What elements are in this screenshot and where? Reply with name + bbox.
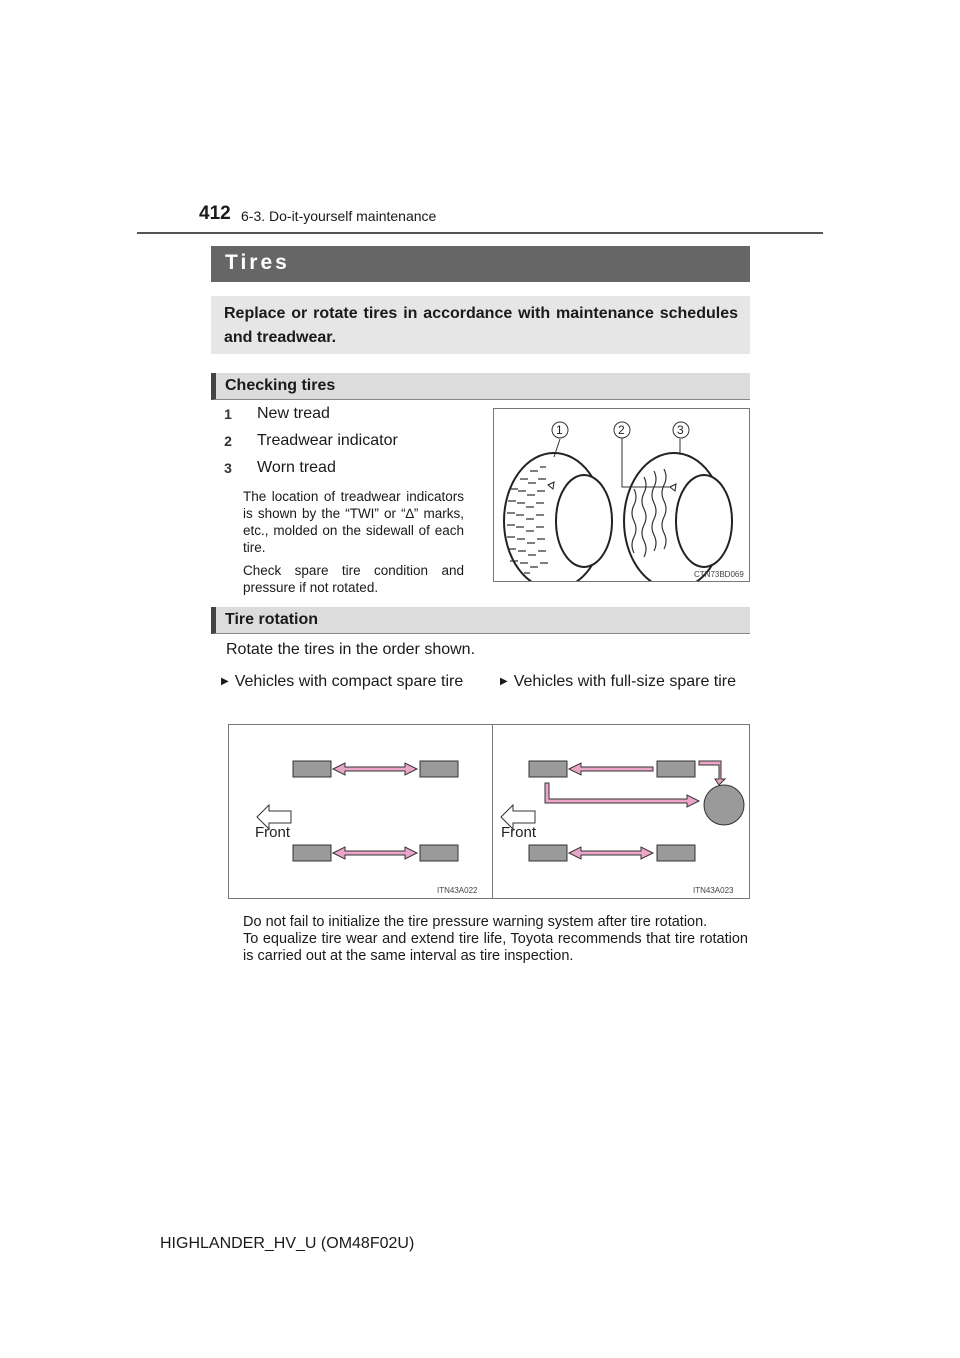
intro-text: Replace or rotate tires in accordance with maintenance schedules and treadwear. xyxy=(224,305,738,346)
triangle-bullet-icon: ▶ xyxy=(221,676,229,687)
rotation-diagram-compact xyxy=(229,725,492,898)
spare-tire xyxy=(704,785,744,825)
title-bar xyxy=(211,246,750,282)
item-label-new-tread: New tread xyxy=(257,405,330,422)
front-label-left: Front xyxy=(255,824,291,841)
item-number-1: 1 xyxy=(224,406,232,422)
rotation-note-block xyxy=(243,914,748,965)
rotation-diagram-fullsize xyxy=(493,725,749,898)
callout-2-label: 2 xyxy=(618,423,625,437)
swap-arrow-rear xyxy=(333,847,417,859)
arrow-rear-to-spare xyxy=(545,783,699,807)
rotation-heading xyxy=(211,607,750,634)
arrow-to-spare xyxy=(699,761,725,785)
fullsize-spare-label-block xyxy=(500,670,746,695)
item-label-worn-tread: Worn tread xyxy=(257,459,336,476)
tire-rear-left xyxy=(529,845,567,861)
item-number-2: 2 xyxy=(224,433,232,449)
tire-rear-left xyxy=(293,845,331,861)
front-label-right: Front xyxy=(501,824,537,841)
tire-front-right xyxy=(420,761,458,777)
rotation-figure-compact xyxy=(228,724,493,899)
page-title: Tires xyxy=(225,251,290,274)
figure-code-right: ITN43A023 xyxy=(693,886,734,895)
callout-3-label: 3 xyxy=(677,423,684,437)
intro-box xyxy=(211,296,750,354)
callout-1-label: 1 xyxy=(556,423,563,437)
footer-model-code: HIGHLANDER_HV_U (OM48F02U) xyxy=(160,1235,415,1252)
compact-spare-label-block xyxy=(221,670,479,695)
section-label: 6-3. Do-it-yourself maintenance xyxy=(241,208,437,224)
rotation-intro: Rotate the tires in the order shown. xyxy=(226,641,476,658)
tire-rear-right xyxy=(420,845,458,861)
swap-arrow-rear xyxy=(569,847,653,859)
rotation-note-2: To equalize tire wear and extend tire life, Toyota recommends that tire rotation is carried out at the same interval as tire inspection. xyxy=(243,931,748,964)
tire-front-left xyxy=(529,761,567,777)
triangle-bullet-icon: ▶ xyxy=(500,676,508,687)
tire-rear-right xyxy=(657,845,695,861)
spare-note: Check spare tire condition and pressure if not rotated. xyxy=(243,563,464,595)
checking-heading-text: Checking tires xyxy=(225,377,336,394)
tire-illustration xyxy=(494,409,749,581)
item-number-3: 3 xyxy=(224,460,232,476)
tire-figure-code: CTN73BD069 xyxy=(694,570,744,579)
page-number: 412 xyxy=(199,203,231,224)
rotation-figure-fullsize xyxy=(492,724,750,899)
header-rule xyxy=(137,232,823,234)
rotation-note: Do not fail to initialize the tire pressure warning system after tire rotation. xyxy=(243,914,708,930)
worn-tread-tire xyxy=(624,453,732,581)
item-label-treadwear-indicator: Treadwear indicator xyxy=(257,432,398,449)
fullsize-spare-label: Vehicles with full-size spare tire xyxy=(513,673,737,690)
rotation-heading-text: Tire rotation xyxy=(225,611,319,628)
compact-spare-label: Vehicles with compact spare tire xyxy=(234,673,464,690)
tire-figure xyxy=(493,408,750,582)
treadwear-note: The location of treadwear indicators is shown by the “TWI” or “∆” marks, etc., molded on the sidewall of each tire. xyxy=(243,489,464,555)
tire-front-left xyxy=(293,761,331,777)
swap-arrow-front xyxy=(333,763,417,775)
checking-heading xyxy=(211,373,750,400)
arrow-front-right-to-left xyxy=(569,763,653,775)
tire-front-right xyxy=(657,761,695,777)
figure-code-left: ITN43A022 xyxy=(437,886,478,895)
new-tread-tire xyxy=(504,453,612,581)
